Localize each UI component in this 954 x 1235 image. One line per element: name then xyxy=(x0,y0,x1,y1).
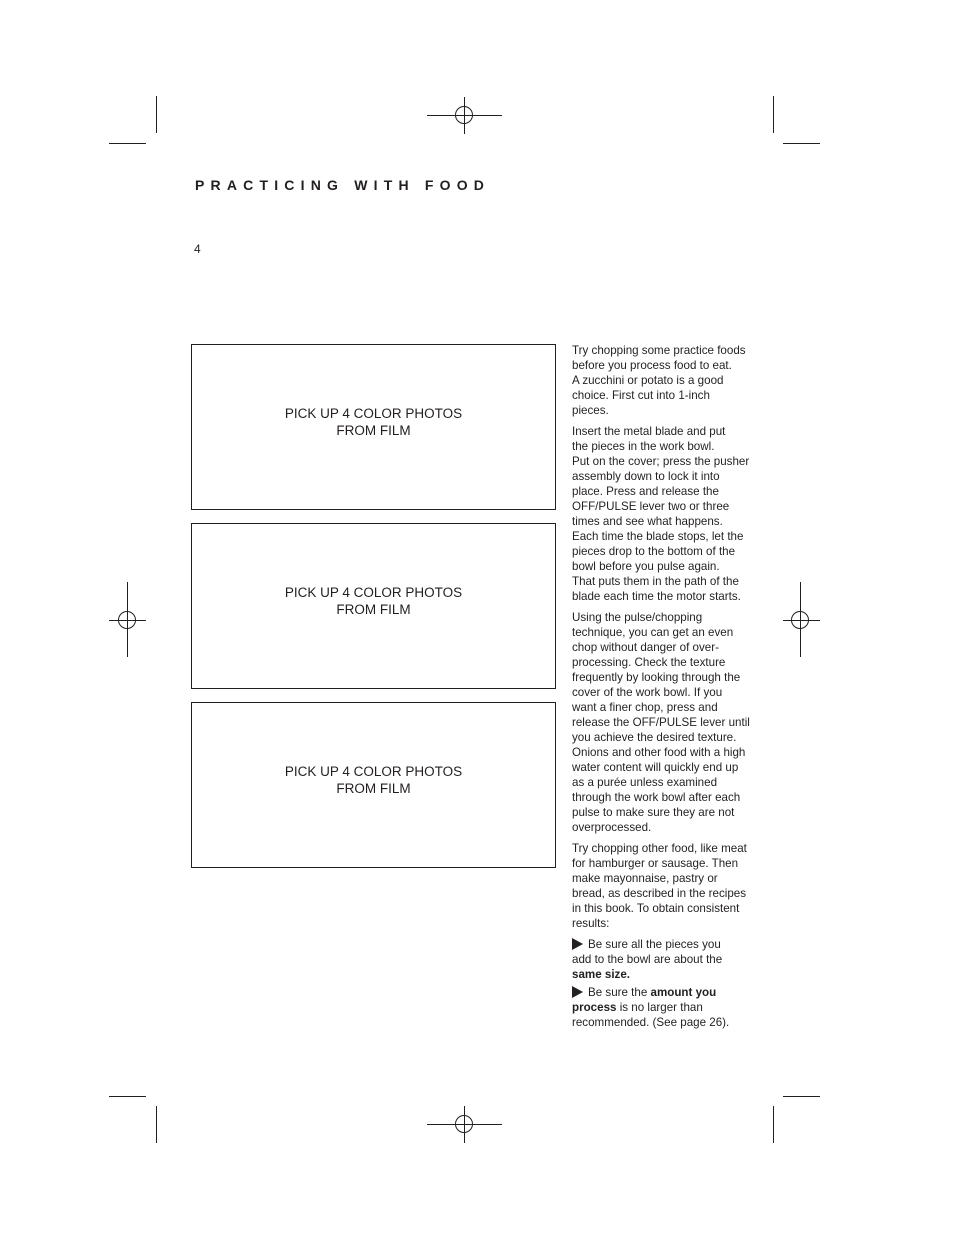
paragraph-intro: Try chopping some practice foods before you process food to eat. A zucchini or potato is a good choice. First cut into 1-inch pieces. xyxy=(572,344,746,417)
photo-placeholder-1 xyxy=(191,344,556,510)
page-number: 4 xyxy=(194,242,201,256)
bullet-same-size: Be sure all the pieces you add to the bowl are about the same size. xyxy=(572,938,723,981)
page-title: PRACTICING WITH FOOD xyxy=(195,177,491,193)
photo-placeholder-label: PICK UP 4 COLOR PHOTOS FROM FILM xyxy=(284,585,463,617)
photo-placeholder-3 xyxy=(191,702,556,868)
paragraph-other-food: Try chopping other food, like meat for hamburger or sausage. Then make mayonnaise, pastry or bread, as described in the recipes in this book. To obtain consistent results: xyxy=(572,842,747,930)
paragraph-pulse-technique: Using the pulse/chopping technique, you can get an even chop without danger of over- processing. Check the texture frequently by looking through the cover of the work bowl. If you want a finer chop, press and release the OFF/PULSE lever until you achieve the desired texture. Onions and other food with a high water content will quickly end up as a purée unless examined through the work bowl after each pulse to make sure they are not overprocessed. xyxy=(572,611,750,834)
photo-placeholder-label: PICK UP 4 COLOR PHOTOS FROM FILM xyxy=(284,764,463,796)
photo-placeholder-2 xyxy=(191,523,556,689)
photo-placeholder-label: PICK UP 4 COLOR PHOTOS FROM FILM xyxy=(284,406,463,438)
bullet-amount: Be sure the amount you process is no larger than recommended. (See page 26). xyxy=(572,986,730,1029)
triangle-bullet-icon xyxy=(572,986,583,998)
triangle-bullet-icon xyxy=(572,938,583,950)
paragraph-insert-blade: Insert the metal blade and put the pieces in the work bowl. Put on the cover; press the pusher assembly down to lock it into place. Press and release the OFF/PULSE lever two or three times and see what happens. Each time the blade stops, let the pieces drop to the bottom of the bowl before you pulse again. That puts them in the path of the blade each time the motor starts. xyxy=(572,425,750,603)
body-text-column xyxy=(572,343,752,1036)
